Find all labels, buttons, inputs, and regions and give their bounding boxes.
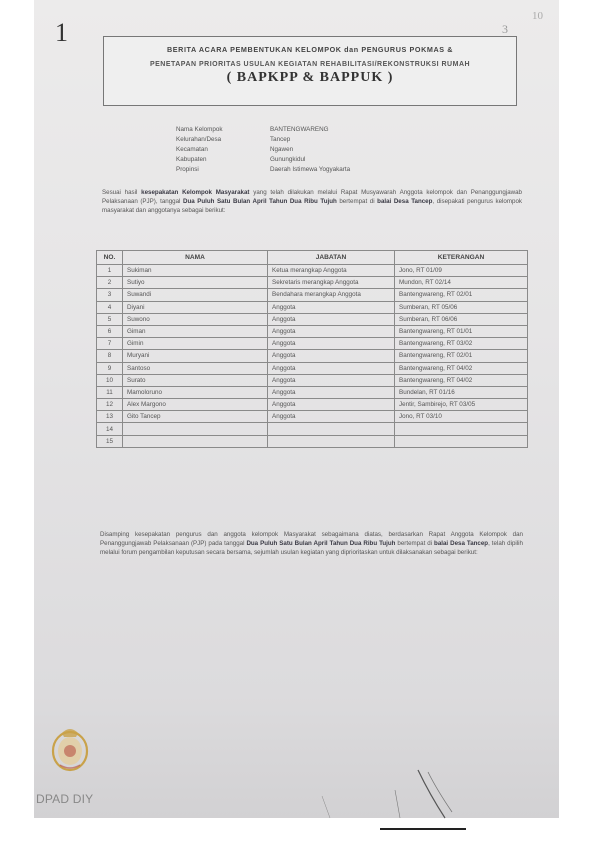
cell-nama: Gimin <box>123 338 268 350</box>
info-label: Nama Kelompok <box>176 125 223 133</box>
title-line-1: BERITA ACARA PEMBENTUKAN KELOMPOK dan PENGURUS POKMAS & <box>166 45 454 54</box>
cell-keterangan: Bantengwareng, RT 04/02 <box>395 374 528 386</box>
cell-no: 9 <box>97 362 123 374</box>
cell-nama: Surato <box>123 374 268 386</box>
cell-no: 4 <box>97 301 123 313</box>
table-row <box>97 374 528 386</box>
text-run-bold: balai Desa Tancep <box>434 540 489 547</box>
cell-no: 13 <box>97 411 123 423</box>
cell-jabatan: Anggota <box>268 313 395 325</box>
info-label: Kelurahan/Desa <box>176 135 222 143</box>
text-run: bertempat di <box>395 540 435 547</box>
cell-no: 3 <box>97 289 123 301</box>
cell-nama: Suwono <box>123 313 268 325</box>
cell-keterangan: Bundelan, RT 01/16 <box>395 386 528 398</box>
cell-no: 11 <box>97 386 123 398</box>
cell-nama <box>123 423 268 435</box>
info-value: Gunungkidul <box>270 156 306 164</box>
cell-jabatan <box>268 435 395 447</box>
cell-keterangan: Sumberan, RT 06/06 <box>395 313 528 325</box>
page-mark-secondary: 10 <box>532 10 543 22</box>
info-value: Tancep <box>270 135 291 143</box>
info-row <box>176 165 350 175</box>
text-run-bold: Dua Puluh Satu Bulan April Tahun Dua Ribu Tujuh <box>182 198 337 205</box>
cell-no: 7 <box>97 338 123 350</box>
group-info <box>176 124 350 175</box>
header-jabatan: JABATAN <box>268 251 395 265</box>
cell-no: 14 <box>97 423 123 435</box>
info-value: BANTENGWARENG <box>270 125 329 133</box>
info-label: Kabupaten <box>176 156 207 164</box>
cell-jabatan: Anggota <box>268 325 395 337</box>
cell-jabatan: Bendahara merangkap Anggota <box>268 289 395 301</box>
info-row <box>176 124 350 134</box>
members-table <box>96 250 528 448</box>
info-row <box>176 155 350 165</box>
title-line-2: PENETAPAN PRIORITAS USULAN KEGIATAN REHABILITASI/REKONSTRUKSI RUMAH <box>149 61 471 68</box>
cell-no: 5 <box>97 313 123 325</box>
cell-nama: Mamoloruno <box>123 386 268 398</box>
table-row <box>97 301 528 313</box>
cell-keterangan: Bantengwareng, RT 03/02 <box>395 338 528 350</box>
table-row <box>97 277 528 289</box>
cell-keterangan: Bantengwareng, RT 01/01 <box>395 325 528 337</box>
page-mark: 3 <box>502 22 508 36</box>
title-box <box>103 36 517 106</box>
cell-jabatan: Anggota <box>268 374 395 386</box>
info-value: Daerah Istimewa Yogyakarta <box>270 166 351 174</box>
info-label: Propinsi <box>176 166 199 174</box>
cell-keterangan <box>395 423 528 435</box>
cell-nama: Diyani <box>123 301 268 313</box>
cell-keterangan: Bantengwareng, RT 04/02 <box>395 362 528 374</box>
info-row <box>176 134 350 144</box>
cell-jabatan <box>268 423 395 435</box>
cell-no: 6 <box>97 325 123 337</box>
cell-jabatan: Anggota <box>268 386 395 398</box>
table-row <box>97 338 528 350</box>
text-run: , telah dipilih melalui forum pengambilan keputusan secara bersama, sejumlah usulan kegiatan yang diprioritaskan untuk dilaksanakan sebagai berikut: <box>100 540 523 556</box>
cell-nama: Sukiman <box>123 265 268 277</box>
text-run-bold: Dua Puluh Satu Bulan April Tahun Dua Ribu Tujuh <box>246 540 396 547</box>
header-no: NO. <box>97 251 123 265</box>
cell-jabatan: Anggota <box>268 399 395 411</box>
table-row <box>97 411 528 423</box>
table-header-row <box>97 251 528 265</box>
cell-nama: Muryani <box>123 350 268 362</box>
cell-keterangan: Bantengwareng, RT 02/01 <box>395 289 528 301</box>
cell-jabatan: Anggota <box>268 301 395 313</box>
cell-no: 15 <box>97 435 123 447</box>
bottom-line <box>380 828 466 830</box>
table-row <box>97 350 528 362</box>
cell-keterangan <box>395 435 528 447</box>
cell-no: 1 <box>97 265 123 277</box>
closing-paragraph <box>100 530 523 557</box>
cell-no: 2 <box>97 277 123 289</box>
cell-no: 10 <box>97 374 123 386</box>
cell-jabatan: Anggota <box>268 350 395 362</box>
cell-nama: Sutiyo <box>123 277 268 289</box>
text-run: bertempat di <box>336 198 378 205</box>
watermark-text: DPAD DIY <box>36 792 94 806</box>
cell-no: 8 <box>97 350 123 362</box>
table-row <box>97 325 528 337</box>
table-row <box>97 265 528 277</box>
cell-nama: Giman <box>123 325 268 337</box>
text-run-bold: balai Desa Tancep <box>377 198 433 205</box>
text-run-bold: kesepakatan Kelompok Masyarakat <box>141 189 250 196</box>
cell-nama: Santoso <box>123 362 268 374</box>
cell-jabatan: Anggota <box>268 362 395 374</box>
text-run: , disepakati pengurus kelompok masyarakat dan anggotanya sebagai berikut: <box>102 198 522 214</box>
info-label: Kecamatan <box>176 145 208 153</box>
cell-jabatan: Anggota <box>268 411 395 423</box>
table-row <box>97 435 528 447</box>
table-row <box>97 386 528 398</box>
info-value: Ngawen <box>270 145 294 153</box>
header-nama: NAMA <box>123 251 268 265</box>
header-keterangan: KETERANGAN <box>395 251 528 265</box>
cell-nama: Gito Tancep <box>123 411 268 423</box>
title-acronym: ( BAPKPP & BAPPUK ) <box>226 70 394 85</box>
table-row <box>97 362 528 374</box>
info-row <box>176 144 350 154</box>
cell-keterangan: Jono, RT 01/09 <box>395 265 528 277</box>
cell-jabatan: Sekretaris merangkap Anggota <box>268 277 395 289</box>
text-run: Sesuai hasil <box>102 189 142 196</box>
handwritten-number: 1 <box>55 18 68 47</box>
table-row <box>97 423 528 435</box>
cell-keterangan: Sumberan, RT 05/06 <box>395 301 528 313</box>
table-body <box>97 265 528 448</box>
cell-keterangan: Jono, RT 03/10 <box>395 411 528 423</box>
cell-keterangan: Mundon, RT 02/14 <box>395 277 528 289</box>
cell-keterangan: Jentir, Sambirejo, RT 03/05 <box>395 399 528 411</box>
table-row <box>97 399 528 411</box>
cell-jabatan: Anggota <box>268 338 395 350</box>
cell-nama <box>123 435 268 447</box>
cell-keterangan: Bantengwareng, RT 02/01 <box>395 350 528 362</box>
text-run: yang telah dilakukan melalui Rapat Musyawarah Anggota kelompok dan Penanggungjawab Pelaksanaan (PJP), tanggal <box>102 189 522 205</box>
cell-no: 12 <box>97 399 123 411</box>
table-row <box>97 313 528 325</box>
cell-nama: Alex Margono <box>123 399 268 411</box>
text-run: Disamping kesepakatan pengurus dan anggota kelompok Masyarakat sebagaimana diatas, berdasarkan Rapat Anggota Kelompok dan Penanggungjawab Pelaksanaan (PJP) pada tanggal <box>100 531 523 547</box>
cell-nama: Suwandi <box>123 289 268 301</box>
intro-paragraph <box>102 188 522 215</box>
dpad-seal-icon <box>50 725 90 773</box>
table-row <box>97 289 528 301</box>
cell-jabatan: Ketua merangkap Anggota <box>268 265 395 277</box>
